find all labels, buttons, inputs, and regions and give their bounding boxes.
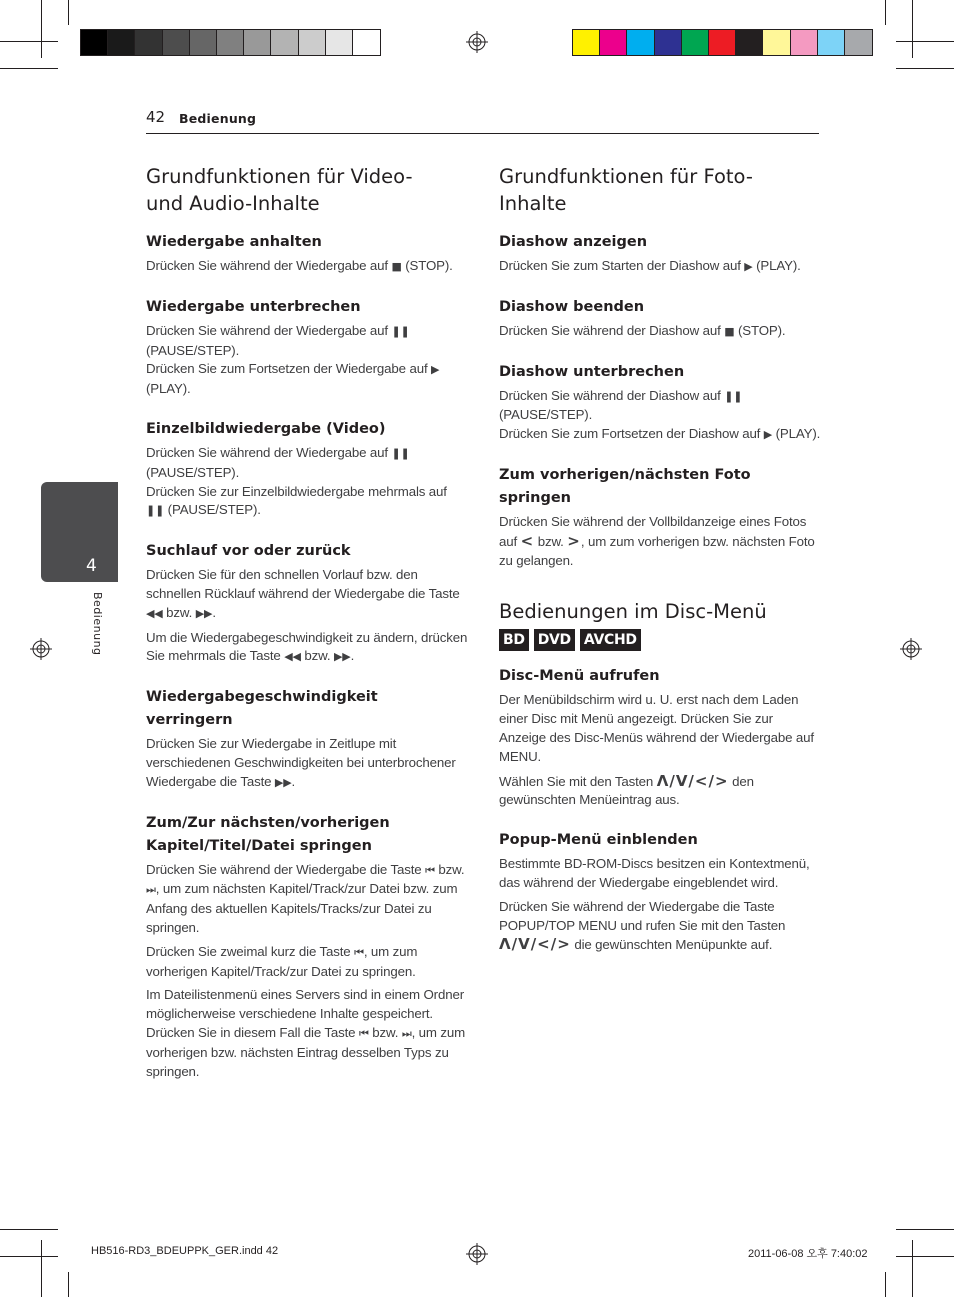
- body-text: Drücken Sie während der Wiedergabe auf ❚❚ (PAUSE/STEP). Drücken Sie zur Einzelbildwiedergabe mehrmals auf ❚❚ (PAUSE/STEP).: [146, 444, 447, 518]
- right-column: [499, 163, 821, 974]
- body-text: Drücken Sie für den schnellen Vorlauf bzw. den schnellen Rücklauf während der Wiedergabe die Taste ◀◀ bzw. ▶▶.: [146, 567, 460, 620]
- crop-mark: [0, 41, 58, 42]
- skip-back-icon: ⏮: [425, 863, 435, 877]
- chapter-tab: [41, 482, 118, 582]
- color-swatch: [271, 30, 298, 55]
- color-swatch: [736, 30, 763, 55]
- header-rule: [146, 133, 819, 134]
- color-swatch: [763, 30, 790, 55]
- subsection-title: Zum vorherigen/nächsten Foto springen: [499, 466, 751, 506]
- disc-badges: [499, 629, 821, 651]
- crop-mark: [68, 0, 69, 25]
- color-swatch: [600, 30, 627, 55]
- section-title: Grundfunktionen für Foto- Inhalte: [499, 165, 753, 215]
- body-text: Drücken Sie während der Diashow auf ■ (STOP).: [499, 322, 786, 338]
- avchd-badge: AVCHD: [580, 629, 641, 651]
- crop-mark: [885, 1272, 886, 1297]
- crop-mark: [0, 1229, 58, 1230]
- stop-icon: ■: [391, 260, 402, 273]
- subsection: [146, 540, 468, 667]
- crop-mark: [896, 1256, 954, 1257]
- footer-filename: HB516-RD3_BDEUPPK_GER.indd 42: [91, 1245, 279, 1257]
- footer-timestamp: 2011-06-08 오후 7:40:02: [748, 1248, 868, 1260]
- color-swatch: [818, 30, 845, 55]
- left-arrow-icon: <: [520, 531, 535, 550]
- registration-mark-icon: [466, 31, 488, 53]
- body-text: Wählen Sie mit den Tasten Λ/V/</> den gewünschten Menüeintrag aus.: [499, 771, 754, 808]
- subsection: [146, 296, 468, 399]
- subsection-title: Diashow beenden: [499, 298, 645, 315]
- color-swatch: [163, 30, 190, 55]
- body-text: Drücken Sie während der Wiedergabe auf ❚❚ (PAUSE/STEP). Drücken Sie zum Fortsetzen der Wiedergabe auf ▶ (PLAY).: [146, 322, 440, 397]
- body-text: Bestimmte BD-ROM-Discs besitzen ein Kontextmenü, das während der Wiedergabe eingeblendet wird.: [499, 856, 810, 890]
- pause-icon: ❚❚: [391, 324, 410, 338]
- skip-forward-icon: ⏭: [146, 883, 156, 897]
- body-text: Um die Wiedergabegeschwindigkeit zu ändern, drücken Sie mehrmals die Taste ◀◀ bzw. ▶▶.: [146, 629, 468, 664]
- subsection: [146, 418, 468, 521]
- subsection-title: Diashow anzeigen: [499, 234, 648, 250]
- crop-mark: [68, 1272, 69, 1297]
- body-text: Drücken Sie während der Wiedergabe die Taste ⏮ bzw. ⏭, um zum nächsten Kapitel/Track/zur Datei bzw. zum Anfang des aktuellen Kapitels/Tracks/zur Datei zu springen.: [146, 861, 465, 935]
- subsection-title: Disc-Menü aufrufen: [499, 668, 660, 685]
- subsection-title: Popup-Menü einblenden: [499, 832, 698, 849]
- color-swatch: [845, 30, 872, 55]
- color-swatch: [299, 30, 326, 55]
- rewind-icon: ◀◀: [284, 650, 301, 664]
- subsection-title: Zum/Zur nächsten/vorherigen Kapitel/Titel/Datei springen: [146, 814, 390, 854]
- page-number: 42: [146, 108, 166, 126]
- color-swatch: [190, 30, 217, 55]
- bd-badge: BD: [499, 629, 529, 651]
- color-swatch: [244, 30, 271, 55]
- skip-back-icon: ⏮: [354, 945, 364, 959]
- body-text: Im Dateilistenmenü eines Servers sind in einem Ordner möglicherweise verschiedene Inhalte gespeichert. Drücken Sie in diesem Fall die Taste ⏮ bzw. ⏭, um zum vorherigen bzw. nächsten Eintrag desselben Typs zu springen.: [146, 987, 466, 1079]
- gray-swatch-bar: [80, 29, 381, 56]
- body-text: Drücken Sie während der Wiedergabe auf ■ (STOP).: [146, 258, 453, 273]
- color-swatch: [709, 30, 736, 55]
- subsection: [146, 231, 468, 277]
- direction-arrows-icon: Λ/V/</>: [656, 771, 729, 790]
- body-text: Drücken Sie während der Vollbildanzeige eines Fotos auf < bzw. >, um zum vorherigen bzw. nächsten Foto zu gelangen.: [499, 513, 815, 568]
- subsection: [499, 665, 821, 810]
- direction-arrows-icon: Λ/V/</>: [499, 935, 571, 954]
- subsection-title: Wiedergabe anhalten: [146, 234, 322, 250]
- color-swatch: [108, 30, 135, 55]
- chapter-number: 4: [86, 556, 97, 576]
- color-swatch: [135, 30, 162, 55]
- subsection: [146, 812, 468, 1082]
- section-title: Grundfunktionen für Video- und Audio-Inhalte: [146, 165, 413, 215]
- crop-mark: [0, 68, 58, 69]
- rewind-icon: ◀◀: [146, 606, 163, 620]
- skip-back-icon: ⏮: [358, 1026, 369, 1040]
- subsection: [499, 464, 821, 570]
- dvd-badge: DVD: [534, 629, 575, 651]
- fast-forward-icon: ▶▶: [195, 606, 213, 620]
- color-swatch-bar: [572, 29, 873, 56]
- subsection: [499, 361, 821, 445]
- stop-icon: ■: [724, 324, 735, 338]
- registration-mark-icon: [466, 1243, 488, 1265]
- left-column: [146, 163, 468, 1100]
- body-text: Der Menübildschirm wird u. U. erst nach dem Laden einer Disc mit Menü angezeigt. Drücken Sie zur Anzeige des Disc-Menüs während der Wiedergabe auf MENU.: [499, 692, 814, 764]
- body-text: Drücken Sie zum Starten der Diashow auf ▶ (PLAY).: [499, 258, 801, 273]
- subsection: [499, 231, 821, 277]
- body-text: Drücken Sie zur Wiedergabe in Zeitlupe mit verschiedenen Geschwindigkeiten bei unterbrochener Wiedergabe die Taste ▶▶.: [146, 736, 456, 789]
- color-swatch: [326, 30, 353, 55]
- running-header: Bedienung: [179, 111, 257, 126]
- crop-mark: [912, 0, 913, 58]
- play-icon: ▶: [431, 363, 440, 377]
- fast-forward-icon: ▶▶: [274, 775, 292, 789]
- crop-mark: [896, 1229, 954, 1230]
- color-swatch: [353, 30, 380, 55]
- color-swatch: [81, 30, 108, 55]
- color-swatch: [627, 30, 654, 55]
- subsection-title: Suchlauf vor oder zurück: [146, 543, 351, 560]
- subsection-title: Wiedergabegeschwindigkeit verringern: [146, 689, 378, 729]
- crop-mark: [41, 0, 42, 58]
- color-swatch: [217, 30, 244, 55]
- pause-icon: ❚❚: [391, 446, 410, 460]
- registration-mark-icon: [30, 638, 52, 660]
- body-text: Drücken Sie während der Diashow auf ❚❚ (PAUSE/STEP). Drücken Sie zum Fortsetzen der Diashow auf ▶ (PLAY).: [499, 387, 821, 442]
- skip-forward-icon: ⏭: [401, 1026, 412, 1040]
- crop-mark: [0, 1256, 58, 1257]
- crop-mark: [885, 0, 886, 25]
- color-swatch: [791, 30, 818, 55]
- color-swatch: [682, 30, 709, 55]
- crop-mark: [896, 41, 954, 42]
- body-text: Drücken Sie während der Wiedergabe die Taste POPUP/TOP MENU und rufen Sie mit den Tasten Λ/V/</> die gewünschten Menüpunkte auf.: [499, 898, 786, 954]
- fast-forward-icon: ▶▶: [333, 650, 351, 664]
- registration-mark-icon: [900, 638, 922, 660]
- crop-mark: [41, 1240, 42, 1297]
- subsection-title: Diashow unterbrechen: [499, 363, 685, 380]
- subsection: [146, 686, 468, 792]
- subsection: [499, 829, 821, 955]
- crop-mark: [896, 68, 954, 69]
- chapter-label: Bedienung: [91, 592, 104, 656]
- subsection-title: Einzelbildwiedergabe (Video): [146, 420, 386, 437]
- color-swatch: [573, 30, 600, 55]
- play-icon: ▶: [744, 260, 753, 273]
- right-arrow-icon: >: [567, 531, 581, 550]
- section-title: Bedienungen im Disc-Menü: [499, 600, 767, 624]
- pause-icon: ❚❚: [146, 504, 165, 518]
- crop-mark: [912, 1240, 913, 1297]
- subsection: [499, 296, 821, 342]
- body-text: Drücken Sie zweimal kurz die Taste ⏮, um zum vorherigen Kapitel/Track/zur Datei zu springen.: [146, 943, 418, 979]
- color-swatch: [655, 30, 682, 55]
- pause-icon: ❚❚: [724, 389, 743, 403]
- play-icon: ▶: [763, 428, 773, 442]
- subsection-title: Wiedergabe unterbrechen: [146, 298, 361, 315]
